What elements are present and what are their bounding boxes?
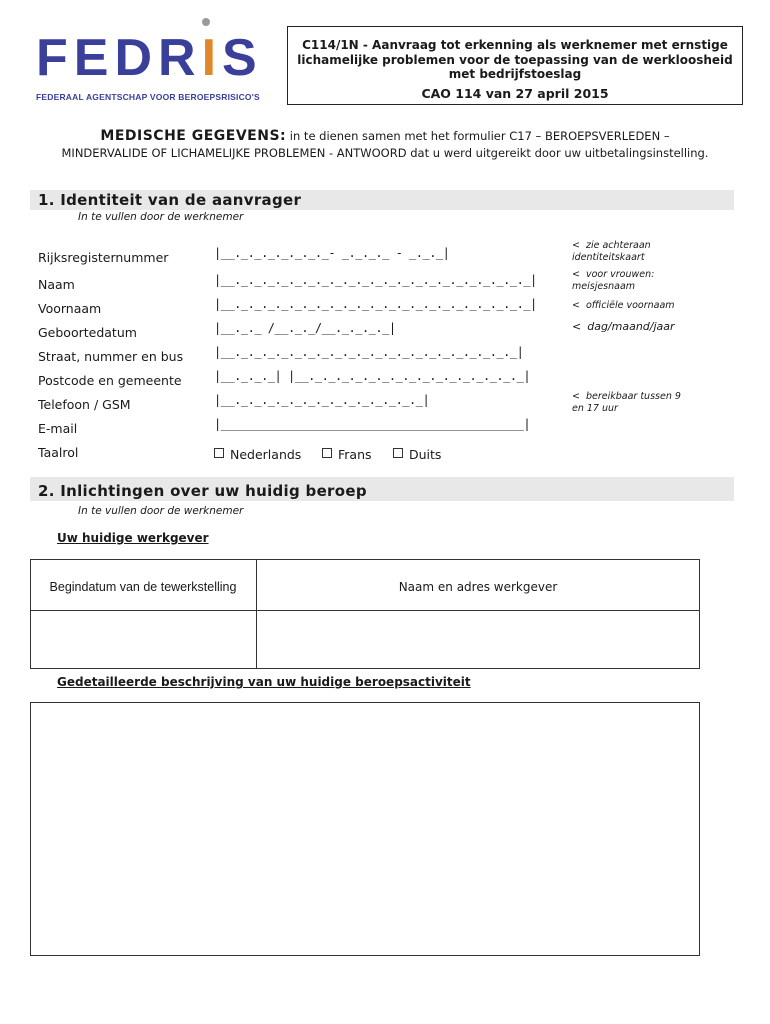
description-box[interactable] (30, 702, 700, 956)
table-header-startdate: Begindatum van de tewerkstelling (49, 580, 237, 594)
note-rijksregister: < zie achteraan identiteitskaart (572, 240, 651, 263)
table-header-employer: Naam en adres werkgever (398, 580, 558, 594)
description-heading: Gedetailleerde beschrijving van uw huidige beroepsactiviteit (57, 675, 471, 689)
label-straat: Straat, nummer en bus (38, 349, 184, 364)
logo-dot (202, 18, 210, 26)
note-naam: < voor vrouwen: meisjesnaam (572, 269, 655, 292)
field-geboortedatum[interactable]: |__._._ /__._._/__._._._._| (214, 321, 396, 335)
form-cao: CAO 114 van 27 april 2015 (421, 86, 609, 101)
label-taalrol: Taalrol (38, 445, 79, 460)
field-naam[interactable]: |__._._._._._._._._._._._._._._._._._._._._._._| (214, 273, 537, 287)
note-telefoon: < bereikbaar tussen 9 en 17 uur (572, 391, 681, 414)
checkbox-frans[interactable]: Frans (322, 447, 372, 462)
label-rijksregisternummer: Rijksregisternummer (38, 250, 169, 265)
label-telefoon: Telefoon / GSM (38, 397, 131, 412)
field-postcode[interactable]: |__._._._| |__._._._._._._._._._._._._._._._._| (214, 369, 531, 383)
medical-line-1: MEDISCHE GEGEVENS: in te dienen samen met het formulier C17 – BEROEPSVERLEDEN – (100, 128, 670, 144)
checkbox-duits[interactable]: Duits (393, 447, 441, 462)
field-voornaam[interactable]: |__._._._._._._._._._._._._._._._._._._._._._._| (214, 297, 537, 311)
field-straat[interactable]: |__._._._._._._._._._._._._._._._._._._._._._| (214, 345, 524, 359)
label-email: E-mail (38, 421, 78, 436)
section-1-title: 1. Identiteit van de aanvrager (38, 191, 302, 209)
label-geboortedatum: Geboortedatum (38, 325, 137, 340)
note-geboortedatum: < dag/maand/jaar (572, 320, 675, 333)
employer-heading: Uw huidige werkgever (57, 531, 209, 545)
checkbox-box[interactable] (393, 448, 403, 458)
fedris-logo: FEDRIS (36, 29, 263, 87)
field-telefoon[interactable]: |__._._._._._._._._._._._._._._| (214, 393, 430, 407)
medical-line-2: MINDERVALIDE OF LICHAMELIJKE PROBLEMEN - ANTWOORD dat u werd uitgereikt door uw uitbetalingsinstelling. (61, 146, 709, 160)
checkbox-nederlands[interactable]: Nederlands (214, 447, 301, 462)
note-voornaam: < officiële voornaam (572, 300, 675, 311)
medical-heading: MEDISCHE GEGEVENS: (100, 128, 287, 144)
section-1-subtitle: In te vullen door de werknemer (78, 211, 244, 223)
form-title: C114/1N - Aanvraag tot erkenning als werknemer met ernstige lichamelijke problemen voor de toepassing van de werkloosheid met bedrijfstoeslag (297, 38, 733, 81)
field-rijksregisternummer[interactable]: |__._._._._._._._- _._._._ - _._._| (214, 246, 450, 260)
checkbox-box[interactable] (214, 448, 224, 458)
section-2-title: 2. Inlichtingen over uw huidig beroep (38, 482, 367, 500)
checkbox-box[interactable] (322, 448, 332, 458)
section-2-subtitle: In te vullen door de werknemer (78, 505, 244, 517)
label-naam: Naam (38, 277, 75, 292)
cell-startdate[interactable] (31, 611, 256, 668)
label-postcode: Postcode en gemeente (38, 373, 182, 388)
label-voornaam: Voornaam (38, 301, 102, 316)
field-email[interactable]: |_____________________________________________| (214, 417, 531, 431)
logo-subtitle: FEDERAAL AGENTSCHAP VOOR BEROEPSRISICO'S (36, 92, 260, 102)
cell-employer[interactable] (257, 611, 699, 668)
logo-i: I (201, 29, 223, 87)
